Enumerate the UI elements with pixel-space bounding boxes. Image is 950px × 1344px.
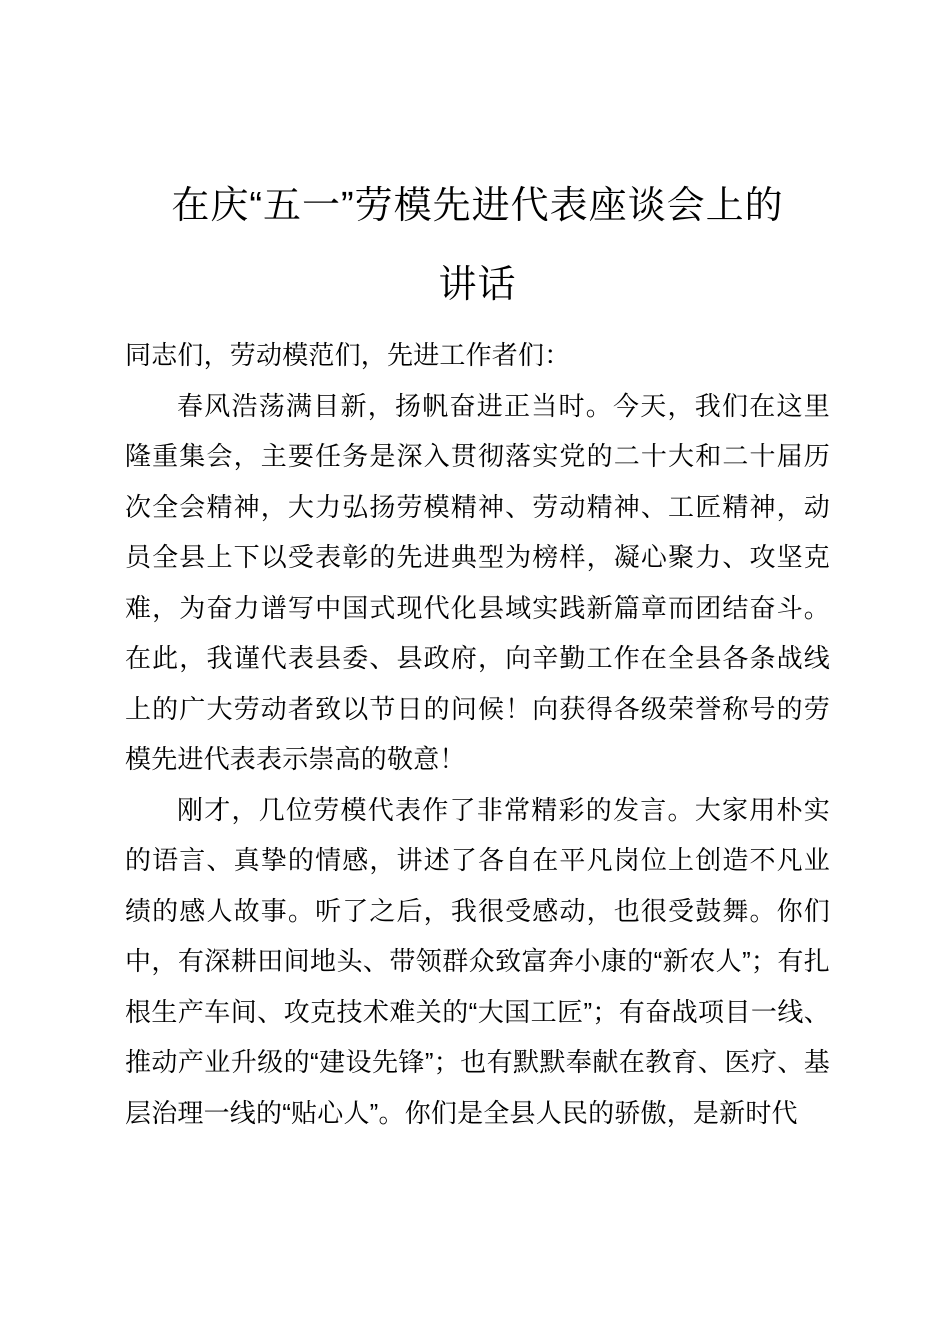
body-paragraph-2: 刚才，几位劳模代表作了非常精彩的发言。大家用朴实的语言、真挚的情感，讲述了各自在平凡岗位上创造不凡业绩的感人故事。听了之后，我很受感动，也很受鼓舞。你们中，有深耕田间地头、带领群众致富奔小康的“新农人”；有扎根生产车间、攻克技术难关的“大国工匠”；有奋战项目一线、推动产业升级的“建设先锋”；也有默默奉献在教育、医疗、基层治理一线的“贴心人”。你们是全县人民的骄傲，是新时代 bbox=[125, 794, 830, 1128]
body-paragraph-1: 春风浩荡满目新，扬帆奋进正当时。今天，我们在这里隆重集会，主要任务是深入贯彻落实党的二十大和二十届历次全会精神，大力弘扬劳模精神、劳动精神、工匠精神，动员全县上下以受表彰的先进典型为榜样，凝心聚力、攻坚克难，为奋力谱写中国式现代化县域实践新篇章而团结奋斗。在此，我谨代表县委、县政府，向辛勤工作在全县各条战线上的广大劳动者致以节日的问候！向获得各级荣誉称号的劳模先进代表表示崇高的敬意！ bbox=[125, 390, 830, 774]
salutation-paragraph: 同志们，劳动模范们，先进工作者们： bbox=[125, 340, 571, 370]
document-title bbox=[125, 167, 830, 325]
document-body bbox=[125, 330, 830, 1138]
document-title-line2: 讲话 bbox=[438, 264, 517, 306]
document-title-line1: 在庆“五一”劳模先进代表座谈会上的 bbox=[171, 185, 784, 227]
